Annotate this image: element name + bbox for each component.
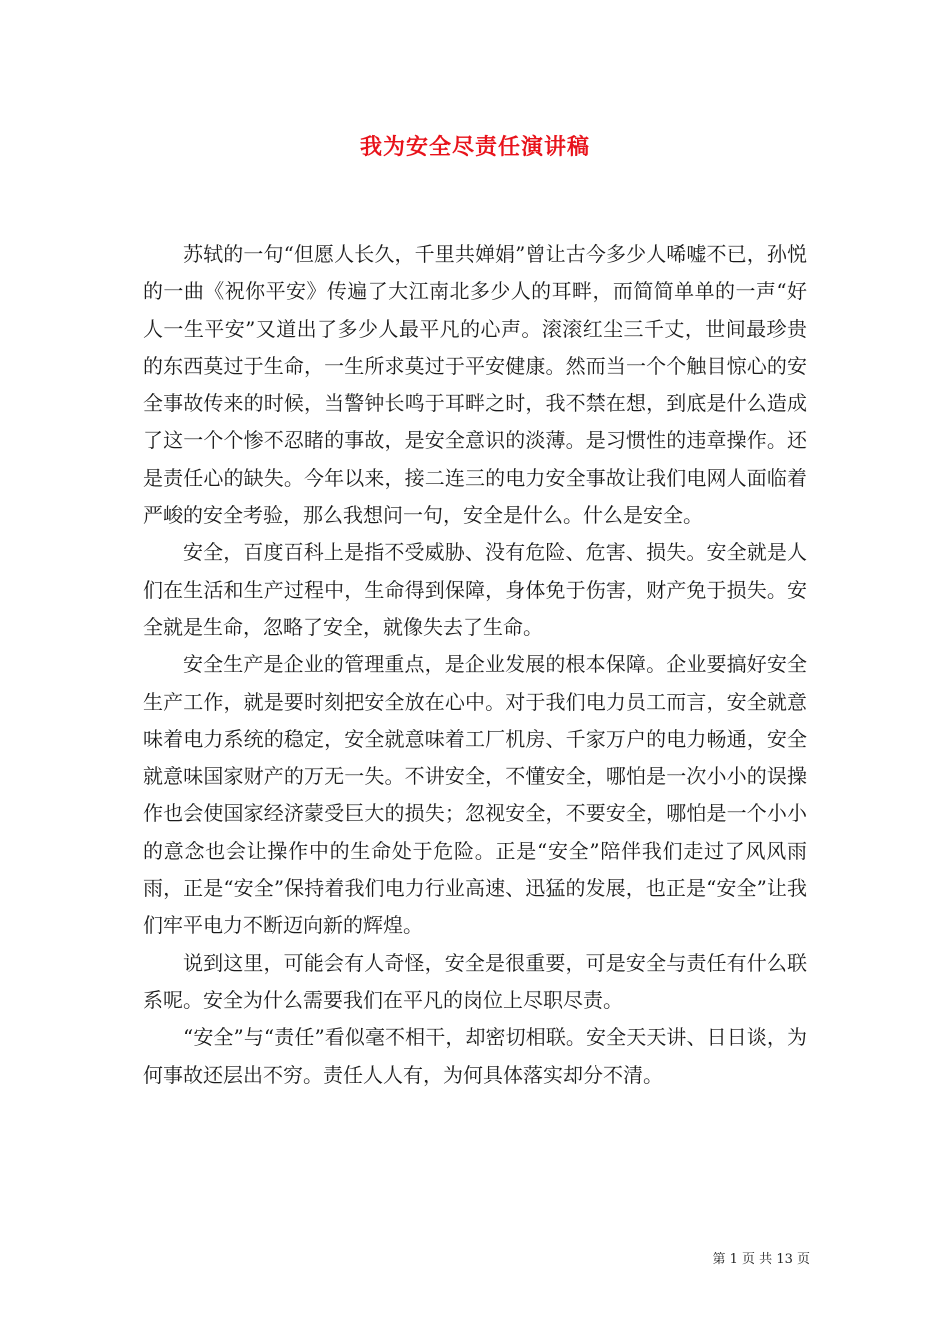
paragraph: 说到这里，可能会有人奇怪，安全是很重要，可是安全与责任有什么联系呢。安全为什么需要我们在平凡的岗位上尽职尽责。 <box>143 950 807 1012</box>
paragraph: 苏轼的一句“但愿人长久，千里共婵娟”曾让古今多少人唏嘘不已，孙悦的一曲《祝你平安》传遍了大江南北多少人的耳畔，而简简单单的一声“好人一生平安”又道出了多少人最平凡的心声。滚滚红尘三千丈，世间最珍贵的东西莫过于生命，一生所求莫过于平安健康。然而当一个个触目惊心的安全事故传来的时候，当警钟长鸣于耳畔之时，我不禁在想，到底是什么造成了这一个个惨不忍睹的事故，是安全意识的淡薄。是习惯性的违章操作。还是责任心的缺失。今年以来，接二连三的电力安全事故让我们电网人面临着严峻的安全考验，那么我想问一句，安全是什么。什么是安全。 <box>143 242 807 528</box>
paragraph: 安全生产是企业的管理重点，是企业发展的根本保障。企业要搞好安全生产工作，就是要时刻把安全放在心中。对于我们电力员工而言，安全就意味着电力系统的稳定，安全就意味着工厂机房、千家万户的电力畅通，安全就意味国家财产的万无一失。不讲安全，不懂安全，哪怕是一次小小的误操作也会使国家经济蒙受巨大的损失；忽视安全，不要安全，哪怕是一个小小的意念也会让操作中的生命处于危险。正是“安全”陪伴我们走过了风风雨雨，正是“安全”保持着我们电力行业高速、迅猛的发展，也正是“安全”让我们牢平电力不断迈向新的辉煌。 <box>143 652 807 938</box>
paragraph: “安全”与“责任”看似毫不相干，却密切相联。安全天天讲、日日谈，为何事故还层出不穷。责任人人有，为何具体落实却分不清。 <box>143 1025 807 1087</box>
page-number: 第 1 页 共 13 页 <box>712 1252 810 1267</box>
document-body <box>143 236 807 1094</box>
document-title: 我为安全尽责任演讲稿 <box>359 134 590 160</box>
paragraph: 安全，百度百科上是指不受威胁、没有危险、危害、损失。安全就是人们在生活和生产过程中，生命得到保障，身体免于伤害，财产免于损失。安全就是生命，忽略了安全，就像失去了生命。 <box>143 540 807 639</box>
